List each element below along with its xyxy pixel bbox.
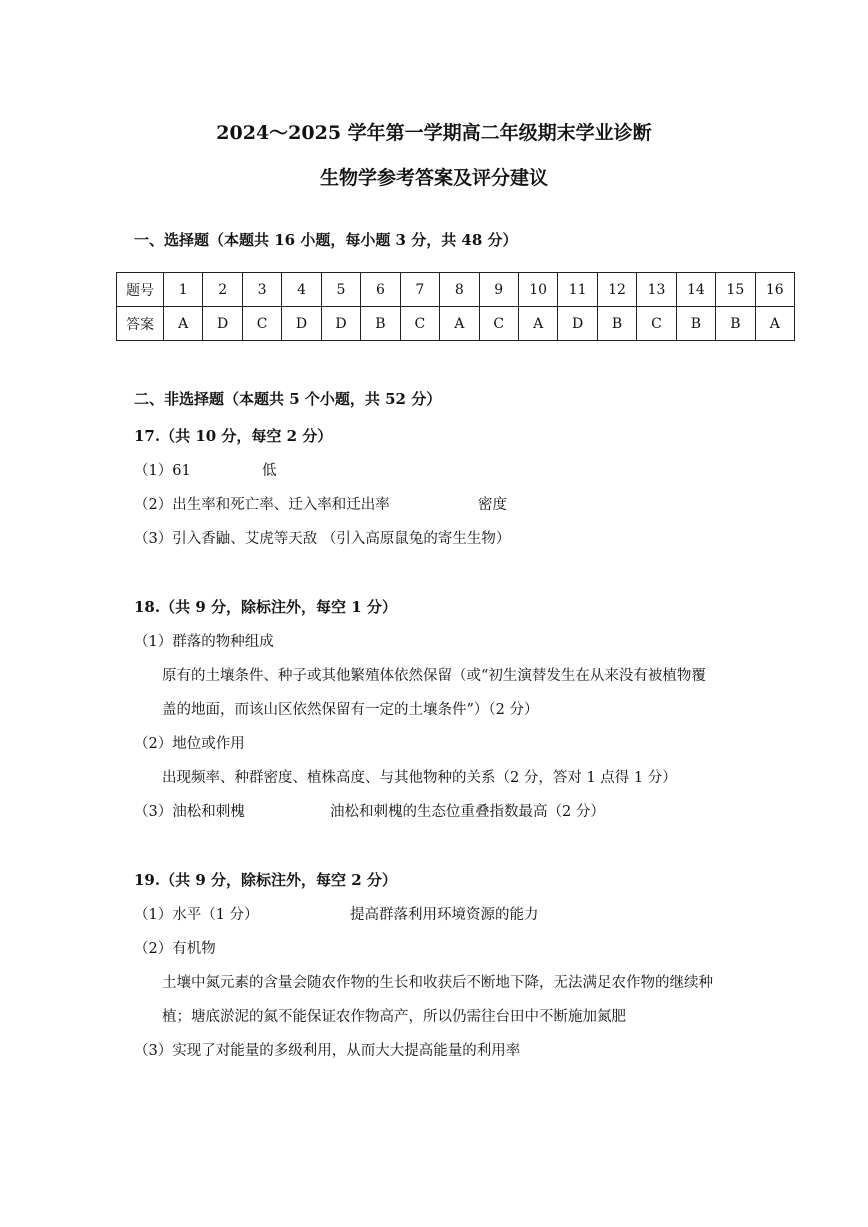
q19-answer-2-detail-1: 土壤中氮元素的含量会随农作物的生长和收获后不断地下降，无法满足农作物的继续种 xyxy=(162,975,713,991)
answer-cell: B xyxy=(716,307,755,341)
q18-answer-2: （2）地位或作用 xyxy=(134,736,245,752)
table-row-numbers xyxy=(117,273,795,307)
question-number: 11 xyxy=(558,273,597,307)
question-number: 15 xyxy=(716,273,755,307)
q18-answer-3a: （3）油松和刺槐 xyxy=(134,804,245,820)
answer-cell: A xyxy=(440,307,479,341)
q19-answer-1b: 提高群落利用环境资源的能力 xyxy=(350,907,539,923)
q19-heading: 19.（共 9 分，除标注外，每空 2 分） xyxy=(134,871,397,889)
q18-answer-2-detail: 出现频率、种群密度、植株高度、与其他物种的关系（2 分，答对 1 点得 1 分） xyxy=(162,770,677,786)
q17-answer-2b: 密度 xyxy=(478,497,507,513)
q19-answer-1a: （1）水平（1 分） xyxy=(134,907,259,923)
question-number: 6 xyxy=(361,273,400,307)
q19-answer-3: （3）实现了对能量的多级利用，从而大大提高能量的利用率 xyxy=(134,1043,521,1059)
question-number: 12 xyxy=(597,273,636,307)
answer-cell: D xyxy=(321,307,360,341)
q19-answer-2: （2）有机物 xyxy=(134,941,216,957)
answer-cell: D xyxy=(282,307,321,341)
q19-answer-2-detail-2: 植；塘底淤泥的氮不能保证农作物高产，所以仍需往台田中不断施加氮肥 xyxy=(162,1009,626,1025)
row-label-numbers: 题号 xyxy=(117,273,164,307)
page-title: 2024～2025 学年第一学期高二年级期末学业诊断 xyxy=(216,122,652,144)
question-number: 16 xyxy=(755,273,794,307)
q18-answer-1-detail-2: 盖的地面，而该山区依然保留有一定的土壤条件”）（2 分） xyxy=(162,702,539,718)
q18-answer-1-detail-1: 原有的土壤条件、种子或其他繁殖体依然保留（或“初生演替发生在从来没有被植物覆 xyxy=(162,668,706,684)
answer-cell: B xyxy=(597,307,636,341)
answer-cell: B xyxy=(361,307,400,341)
question-number: 7 xyxy=(400,273,439,307)
question-number: 5 xyxy=(321,273,360,307)
page-subtitle: 生物学参考答案及评分建议 xyxy=(319,167,548,189)
question-number: 8 xyxy=(440,273,479,307)
question-number: 2 xyxy=(203,273,242,307)
question-number: 9 xyxy=(479,273,518,307)
answer-cell: A xyxy=(518,307,557,341)
q17-answer-1a: （1）61 xyxy=(134,463,191,479)
question-number: 10 xyxy=(518,273,557,307)
answer-cell: C xyxy=(637,307,676,341)
q17-answer-1b: 低 xyxy=(262,463,277,479)
q18-answer-3b: 油松和刺槐的生态位重叠指数最高（2 分） xyxy=(330,804,605,820)
answer-cell: C xyxy=(400,307,439,341)
question-number: 13 xyxy=(637,273,676,307)
q18-heading: 18.（共 9 分，除标注外，每空 1 分） xyxy=(134,598,397,616)
q17-heading: 17.（共 10 分，每空 2 分） xyxy=(134,427,333,445)
answer-cell: D xyxy=(558,307,597,341)
question-number: 3 xyxy=(242,273,281,307)
answer-cell: D xyxy=(203,307,242,341)
section-2-heading: 二、非选择题（本题共 5 个小题，共 52 分） xyxy=(134,390,442,408)
section-1-heading: 一、选择题（本题共 16 小题，每小题 3 分，共 48 分） xyxy=(134,231,518,249)
answer-table xyxy=(116,272,795,341)
q18-answer-1: （1）群落的物种组成 xyxy=(134,634,274,650)
answer-cell: A xyxy=(755,307,794,341)
answer-cell: C xyxy=(479,307,518,341)
answer-cell: A xyxy=(164,307,203,341)
q17-answer-2a: （2）出生率和死亡率、迁入率和迁出率 xyxy=(134,497,390,513)
q17-answer-3: （3）引入香鼬、艾虎等天敌 （引入高原鼠兔的寄生生物） xyxy=(134,531,511,547)
question-number: 14 xyxy=(676,273,715,307)
answer-cell: C xyxy=(242,307,281,341)
table-row-answers xyxy=(117,307,795,341)
question-number: 4 xyxy=(282,273,321,307)
row-label-answers: 答案 xyxy=(117,307,164,341)
answer-cell: B xyxy=(676,307,715,341)
question-number: 1 xyxy=(164,273,203,307)
